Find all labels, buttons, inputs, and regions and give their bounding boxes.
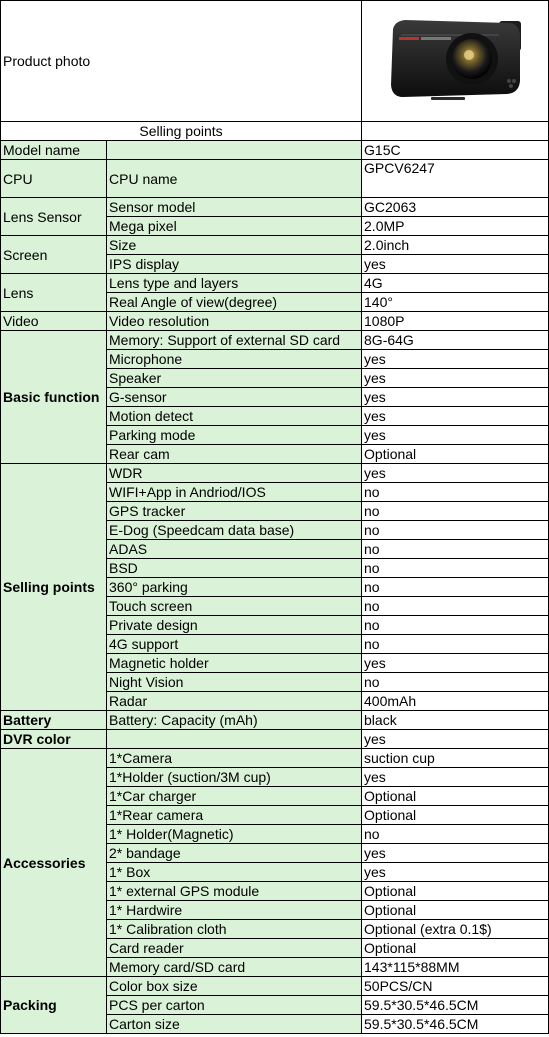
label-cell: 2* bandage [107,844,362,863]
label-cell: WIFI+App in Andriod/IOS [107,483,362,502]
value-cell: 59.5*30.5*46.5CM [362,1015,549,1034]
label-cell: E-Dog (Speedcam data base) [107,521,362,540]
label-cell: GPS tracker [107,502,362,521]
label-cell: 1* Box [107,863,362,882]
value-cell: 1080P [362,312,549,331]
value-cell: no [362,616,549,635]
label-cell: Size [107,236,362,255]
label-cell [107,730,362,749]
label-cell: IPS display [107,255,362,274]
table-row [1,749,549,768]
label-cell: Carton size [107,1015,362,1034]
value-cell: Optional [362,939,549,958]
value-cell: yes [362,844,549,863]
value-cell: no [362,540,549,559]
value-cell: 4G [362,274,549,293]
table-row [1,730,549,749]
group-cpu: CPU [1,160,107,198]
empty-label-cell [107,141,362,160]
label-cell: Parking mode [107,426,362,445]
label-cell: Video resolution [107,312,362,331]
group-dvr-color: DVR color [1,730,107,749]
dashcam-image [381,9,531,113]
value-cell: Optional (extra 0.1$) [362,920,549,939]
value-cell: GC2063 [362,198,549,217]
label-cell: Real Angle of view(degree) [107,293,362,312]
value-cell: yes [362,255,549,274]
group-lens: Lens [1,274,107,312]
group-selling-points: Selling points [1,464,107,711]
value-cell: black [362,711,549,730]
value-cell: yes [362,730,549,749]
value-cell: yes [362,464,549,483]
value-cell: yes [362,654,549,673]
value-cell: no [362,559,549,578]
photo-row [1,1,549,122]
product-photo-label: Product photo [1,1,362,122]
label-cell: Microphone [107,350,362,369]
label-cell: WDR [107,464,362,483]
group-model-name: Model name [1,141,107,160]
table-row [1,274,549,293]
table-row [1,236,549,255]
label-cell: ADAS [107,540,362,559]
value-cell: 8G-64G [362,331,549,350]
group-screen: Screen [1,236,107,274]
value-cell: yes [362,350,549,369]
label-cell: 1* Holder(Magnetic) [107,825,362,844]
table-row [1,160,549,198]
value-cell: Optional [362,445,549,464]
label-cell: Touch screen [107,597,362,616]
value-cell: Optional [362,882,549,901]
label-cell: Lens type and layers [107,274,362,293]
label-cell: Night Vision [107,673,362,692]
label-cell: CPU name [107,160,362,198]
table-row [1,312,549,331]
empty-cell [362,122,549,141]
value-cell: no [362,673,549,692]
value-cell: yes [362,369,549,388]
group-battery: Battery [1,711,107,730]
label-cell: 4G support [107,635,362,654]
label-cell: Battery: Capacity (mAh) [107,711,362,730]
label-cell: Memory: Support of external SD card [107,331,362,350]
value-cell: yes [362,768,549,787]
value-cell: no [362,483,549,502]
group-video: Video [1,312,107,331]
label-cell: 1*Camera [107,749,362,768]
label-cell: Sensor model [107,198,362,217]
table-row [1,331,549,350]
value-cell: Optional [362,806,549,825]
value-cell: yes [362,407,549,426]
value-cell: no [362,597,549,616]
value-cell: yes [362,863,549,882]
section-title: Selling points [1,122,362,141]
label-cell: 360° parking [107,578,362,597]
table-row [1,141,549,160]
value-cell: no [362,635,549,654]
label-cell: 1* Hardwire [107,901,362,920]
group-lens-sensor: Lens Sensor [1,198,107,236]
label-cell: Radar [107,692,362,711]
value-cell: 140° [362,293,549,312]
label-cell: 1*Rear camera [107,806,362,825]
label-cell: G-sensor [107,388,362,407]
product-photo [364,1,548,121]
group-basic-function: Basic function [1,331,107,464]
label-cell: Magnetic holder [107,654,362,673]
label-cell: BSD [107,559,362,578]
label-cell: Color box size [107,977,362,996]
label-cell: Motion detect [107,407,362,426]
label-cell: 1* external GPS module [107,882,362,901]
value-cell: no [362,521,549,540]
product-photo-cell [362,1,549,122]
value-cell: no [362,825,549,844]
value-cell: yes [362,388,549,407]
value-cell: Optional [362,787,549,806]
label-cell: Card reader [107,939,362,958]
value-cell: 50PCS/CN [362,977,549,996]
label-cell: 1* Calibration cloth [107,920,362,939]
value-cell: G15C [362,141,549,160]
value-cell: suction cup [362,749,549,768]
label-cell: Rear cam [107,445,362,464]
value-cell: no [362,502,549,521]
table-row [1,464,549,483]
label-cell: Speaker [107,369,362,388]
value-cell: 400mAh [362,692,549,711]
group-packing: Packing [1,977,107,1034]
value-cell: Optional [362,901,549,920]
value-cell: GPCV6247 [362,160,549,198]
label-cell: Mega pixel [107,217,362,236]
value-cell: 143*115*88MM [362,958,549,977]
value-cell: 2.0inch [362,236,549,255]
value-cell: yes [362,426,549,445]
value-cell: 59.5*30.5*46.5CM [362,996,549,1015]
value-cell: 2.0MP [362,217,549,236]
label-cell: 1*Holder (suction/3M cup) [107,768,362,787]
table-row [1,198,549,217]
value-cell: no [362,578,549,597]
label-cell: PCS per carton [107,996,362,1015]
label-cell: 1*Car charger [107,787,362,806]
table-row [1,977,549,996]
section-header-row [1,122,549,141]
label-cell: Memory card/SD card [107,958,362,977]
label-cell: Private design [107,616,362,635]
table-row [1,711,549,730]
group-accessories: Accessories [1,749,107,977]
